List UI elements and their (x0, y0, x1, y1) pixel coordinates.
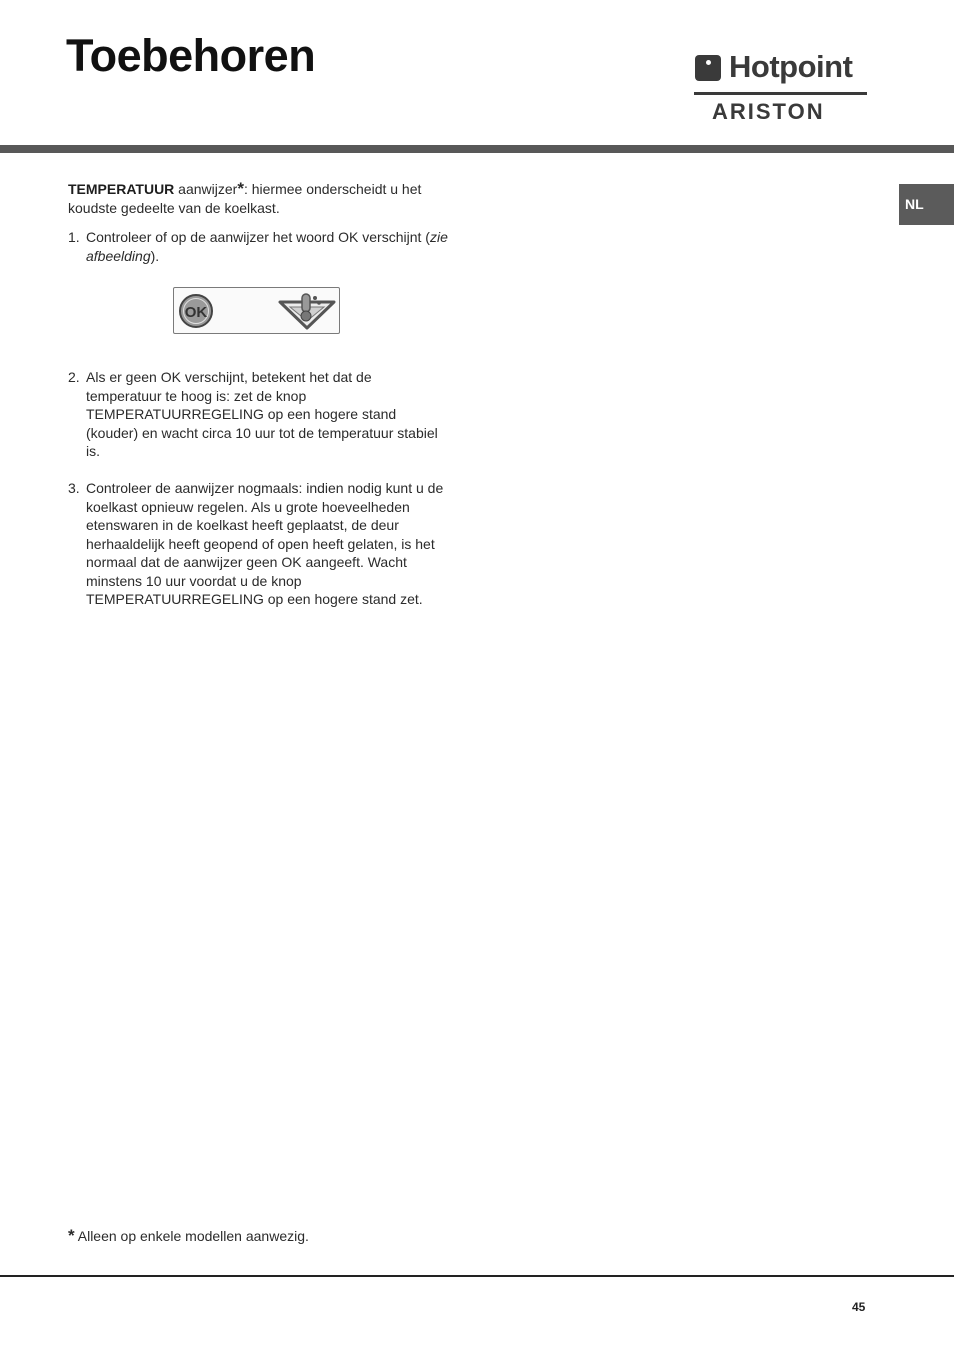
main-content (68, 179, 448, 607)
step-text (86, 228, 448, 265)
footnote (68, 1226, 309, 1246)
hotpoint-logo-icon (695, 55, 721, 81)
language-tab-nl: NL (899, 184, 954, 225)
footnote-text: Alleen op enkele modellen aanwezig. (74, 1228, 309, 1244)
logo-rule (694, 92, 867, 95)
footer-divider (0, 1275, 954, 1277)
logo-brand-top: Hotpoint (729, 49, 853, 84)
asterisk-marker: * (237, 179, 244, 198)
step-2 (68, 368, 448, 461)
intro-after-bold: aanwijzer (174, 181, 238, 197)
footnote-asterisk: * (68, 1226, 75, 1245)
hotpoint-ariston-logo (694, 49, 868, 127)
step-number: 2. (68, 369, 80, 385)
page-number: 45 (852, 1300, 866, 1314)
step-1-text-after: ). (150, 247, 160, 264)
intro-bold-term: TEMPERATUUR (68, 181, 175, 197)
ok-indicator-figure (173, 287, 340, 334)
step-number: 3. (68, 480, 80, 496)
step-number: 1. (68, 229, 80, 245)
header-divider-bar (0, 145, 954, 153)
page-title: Toebehoren (66, 30, 316, 81)
step-1-italic: zie afbeelding (86, 229, 448, 264)
temperature-indicator-icon (280, 294, 334, 328)
step-3 (68, 479, 448, 609)
step-1-text-before: Controleer of op de aanwijzer het woord OK verschijnt ( (86, 229, 430, 245)
step-1 (68, 228, 448, 265)
intro-rest: : hiermee onderscheidt u het koudste gedeelte van de koelkast. (68, 181, 422, 216)
step-text: Controleer de aanwijzer nogmaals: indien nodig kunt u de koelkast opnieuw regelen. Als u grote hoeveelheden etenswaren in de koelkast heeft geplaatst, de deur herhaaldelijk heeft geopend of open heeft gelaten, is het normaal dat de aanwijzer geen OK aangeeft. Wacht minstens 10 uur voordat u de knop TEMPERATUURREGELING op een hogere stand zet. (86, 480, 444, 607)
step-text: Als er geen OK verschijnt, betekent het dat de temperatuur te hoog is: zet de knop TEMPERATUURREGELING op een hogere stand (kouder) en wacht circa 10 uur tot de temperatuur stabiel is. (86, 369, 438, 459)
ok-indicator-illustration (174, 288, 339, 333)
logo-brand-bottom: ARISTON (712, 99, 825, 124)
intro-paragraph (68, 180, 448, 217)
ok-label: OK (184, 304, 208, 321)
